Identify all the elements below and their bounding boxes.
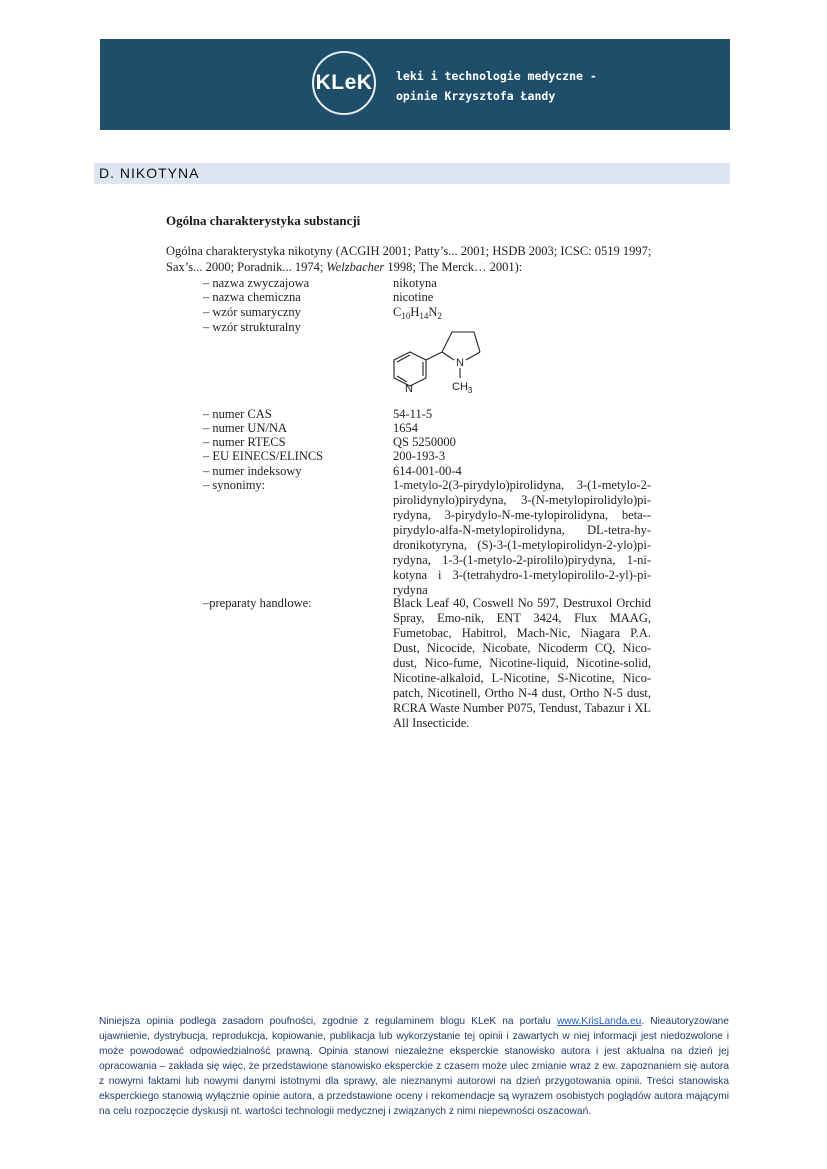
property-value-cas: 54-11-5 [393, 407, 433, 421]
property-label-synonyms: – synonimy: [203, 478, 266, 492]
property-value-common-name: nikotyna [393, 276, 437, 290]
nicotine-structure-diagram [386, 318, 496, 396]
logo-text: KLeK [315, 71, 373, 94]
property-value-einecs: 200-193-3 [393, 449, 446, 463]
synonyms-text: 1-metylo-2(3-pirydylo)pirolidyna, 3-(1-metylo-2-pirolidynylo)pirydyna, 3-(N-metylopirolidylo)pi-rydyna, 3-pirydylo-N-me-tylopirolidyna, beta--pirydylo-alfa-N-metylopirolidyna, DL-tetra-hy-dronikotyryna, (S)-3-(1-metylopirolidyn-2-ylo)pi-rydyna, 1-3-(1-metylo-2-pirolilo)pirydyna, 1-ni-kotyna i 3-(tetrahydro-1-metylopirolilo-2-yl)-pi-rydyna [393, 478, 651, 597]
intro-text-2: 1998; The Merck… 2001): [384, 260, 523, 274]
intro-text-1: Ogólna charakterystyka nikotyny (ACGIH 2001; Patty’s... 2001; HSDB 2003; ICSC: 0519 1997; Sax’s... 2000; Poradnik... 1974; [166, 244, 652, 274]
property-label-einecs: – EU EINECS/ELINCS [203, 449, 324, 463]
document-title: Ogólna charakterystyka substancji [166, 213, 361, 228]
property-value-rtecs: QS 5250000 [393, 435, 456, 449]
property-label-chemical-name: – nazwa chemiczna [203, 290, 301, 304]
intro-text-italic: Welzbacher [326, 260, 385, 274]
portal-link[interactable]: www.KrisLanda.eu [556, 1016, 642, 1027]
property-value-un-na: 1654 [393, 421, 418, 435]
header-banner [100, 39, 730, 130]
methyl-label: $CH_3$ [452, 381, 473, 395]
property-label-un-na: – numer UN/NA [203, 421, 288, 435]
property-value-chemical-name: nicotine [393, 290, 434, 304]
property-label-structure: – wzór strukturalny [203, 320, 301, 334]
section-heading-bar [94, 163, 730, 184]
footer-text-end: . Nieautoryzowane ujawnienie, dystrybucja, reprodukcja, kopiowanie, publikacja lub wykorzystanie tej opinii i zawartych w niej informacji jest niedozwolone i może powodować odpowiedzialność prawną. Opinia stanowi niezależne eksperckie stanowisko autora i jest aktualna na dzień jej opracowania – zakłada się więc, że przedstawione stanowisko eksperckie z czasem może ulec zmianie wraz z ew. zapoznaniem się autora z nowymi faktami lub nowymi danymi istotnymi dla sprawy, ale nieznanymi autorowi na dzień przygotowania opinii. Treści stanowiska eksperckiego stanowią wyłącznie opinie autora, a przedstawione oceny i rekomendacje są wyrazem osobistych poglądów autora mającymi na celu rozpoczęcie dyskusji nt. wartości technologii medycznej i związanych z nimi niepewności oszacowań. [99, 1016, 729, 1117]
footer-text-start: Niniejsza opinia podlega zasadom poufności, zgodnie z regulaminem blogu KLeK na portalu [99, 1016, 557, 1027]
footer-disclaimer [99, 1014, 729, 1119]
property-label-index-number: – numer indeksowy [203, 464, 302, 478]
intro-paragraph [166, 243, 656, 275]
tagline-line-1: leki i technologie medyczne - [396, 69, 597, 83]
property-label-cas: – numer CAS [203, 407, 272, 421]
property-value-formula: $C_{10}H_{14}N_2$ [393, 305, 442, 321]
property-value-index-number: 614-001-00-4 [393, 464, 462, 478]
property-label-trade-names: –preparaty handlowe: [203, 596, 312, 610]
property-label-formula: – wzór sumaryczny [203, 305, 301, 319]
pyrrolidine-nitrogen-label: N [456, 357, 464, 369]
property-label-rtecs: – numer RTECS [203, 435, 286, 449]
section-title: D. NIKOTYNA [99, 165, 200, 181]
klek-logo [312, 51, 376, 115]
ring-nitrogen-label: N [405, 383, 413, 395]
property-label-common-name: – nazwa zwyczajowa [203, 276, 310, 290]
trade-preparations-text: Black Leaf 40, Coswell No 597, Destruxol Orchid Spray, Emo-nik, ENT 3424, Flux MAAG, Fumetobac, Habitrol, Mach-Nic, Niagara P.A. Dust, Nicocide, Nicobate, Nicoderm CQ, Nico-dust, Nico-fume, Nicotine-liquid, Nicotine-solid, Nicotine-alkaloid, L-Nicotine, S-Nicotine, Nico-patch, Nicotinell, Ortho N-4 dust, Ortho N-5 dust, RCRA Waste Number P075, Tendust, Tabazur i XL All Insecticide. [393, 596, 651, 730]
tagline-line-2: opinie Krzysztofa Łandy [396, 89, 556, 103]
